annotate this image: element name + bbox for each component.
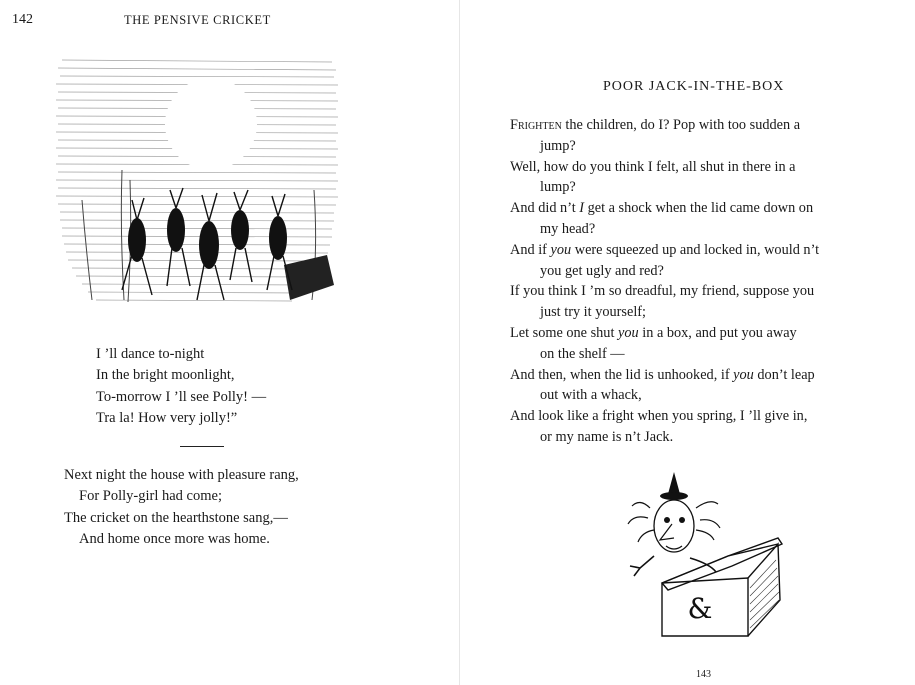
- verse-line: Let some one shut you in a box, and put you away: [510, 324, 797, 341]
- verse-line: To-morrow I ’ll see Polly! —: [96, 388, 267, 405]
- verse-line: I ’ll dance to-night: [96, 346, 205, 362]
- verse-continuation: my head?: [540, 220, 596, 237]
- verse-continuation: you get ugly and red?: [540, 262, 664, 279]
- verse-line: And did n’t I get a shock when the lid came down on: [510, 200, 814, 217]
- verse-continuation: or my name is n’t Jack.: [540, 428, 674, 445]
- poem-title: POOR JACK-IN-THE-BOX: [603, 79, 785, 94]
- running-head: THE PENSIVE CRICKET: [124, 13, 271, 27]
- verse-continuation: out with a whack,: [540, 387, 642, 404]
- poem-body: [510, 115, 819, 448]
- verse-line: And then, when the lid is unhooked, if you don’t leap: [510, 366, 815, 383]
- svg-text:&: &: [687, 592, 713, 625]
- verse-line: If you think I ’m so dreadful, my friend, suppose you: [510, 283, 815, 300]
- page-number: 143: [696, 669, 711, 680]
- verse-line: And look like a fright when you spring, I ’ll give in,: [510, 408, 808, 425]
- jack-in-the-box-illustration: [620, 468, 790, 640]
- drop-word: Frighten: [510, 117, 562, 133]
- stanza-one: [96, 344, 266, 429]
- emphasis: you: [550, 241, 572, 258]
- verse-continuation: lump?: [540, 179, 576, 196]
- emphasis: you: [733, 366, 754, 383]
- verse-line: And home once more was home.: [79, 530, 270, 547]
- verse-line: Frighten the children, do I? Pop with too sudden a: [510, 117, 801, 133]
- verse-line: In the bright moonlight,: [96, 367, 235, 384]
- verse-continuation: jump?: [540, 137, 576, 154]
- verse-line: Next night the house with pleasure rang,: [64, 467, 299, 483]
- page-number: 142: [12, 12, 33, 27]
- verse-line: The cricket on the hearthstone sang,—: [64, 509, 288, 526]
- verse-continuation: just try it yourself;: [540, 304, 647, 321]
- verse-line: Tra la! How very jolly!”: [96, 409, 238, 426]
- verse-line: Well, how do you think I felt, all shut in there in a: [510, 158, 796, 175]
- verse-continuation: on the shelf —: [540, 345, 625, 362]
- section-divider: [180, 446, 224, 447]
- emphasis: I: [579, 200, 585, 217]
- dancing-crickets-illustration: [52, 50, 342, 320]
- stanza-two: [64, 465, 299, 550]
- verse-line: For Polly-girl had come;: [79, 488, 222, 505]
- verse-line: And if you were squeezed up and locked in, would n’t: [510, 241, 820, 258]
- emphasis: you: [618, 324, 639, 341]
